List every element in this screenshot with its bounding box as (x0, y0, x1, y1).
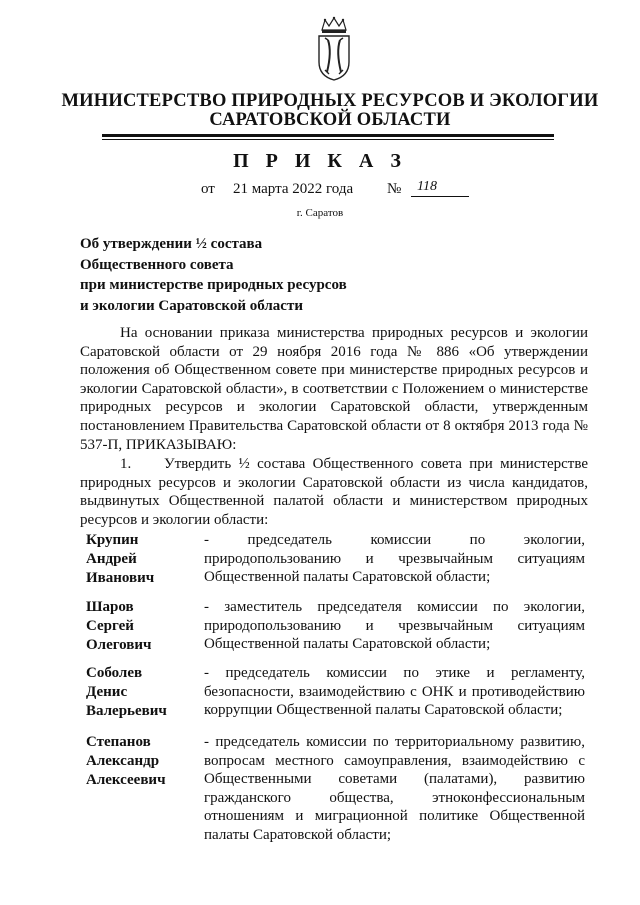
member-surname: Крупин (86, 532, 139, 548)
member-surname: Шаров (86, 599, 134, 615)
item-1-paragraph (80, 455, 588, 529)
member-surname: Соболев (86, 665, 143, 681)
ministry-name-line-1: МИНИСТЕРСТВО ПРИРОДНЫХ РЕСУРСОВ И ЭКОЛОГИИ (61, 91, 599, 111)
member-surname: Степанов (86, 734, 151, 750)
ministry-name-line-2: САРАТОВСКОЙ ОБЛАСТИ (209, 110, 451, 130)
subject-line: и экологии Саратовской области (80, 297, 303, 314)
city: г. Саратов (296, 207, 344, 219)
member-patronymic: Алексеевич (86, 772, 166, 788)
subject-line: Общественного совета (80, 256, 234, 273)
item-number: 1. (120, 456, 132, 472)
header-rule-thin (102, 139, 554, 140)
order-number-label: № (387, 181, 402, 197)
member-role: - председатель комиссии по экологии, природопользованию и чрезвычайным ситуациям Общественной палаты Саратовской области; (204, 532, 585, 585)
subject-line: Об утверждении ½ состава (80, 236, 263, 252)
member-role: - председатель комиссии по территориальному развитию, вопросам местного самоуправления, взаимодействию с Общественными советами (палатами), развитию гражданского общества, этноконфессиональным отношениям и миграционной политике Общественной палаты Саратовской области; (204, 734, 585, 843)
member-name (86, 733, 196, 790)
preamble-paragraph: На основании приказа министерства природных ресурсов и экологии Саратовской области от 29 ноября 2016 года № 886 «Об утверждении положения об Общественном совете при министерстве природных ресурсов и экологии Саратовской области», в соответствии с Положением о министерстве природных ресурсов и экологии Саратовской области, утвержденным постановлением Правительства Саратовской области от 8 октября 2013 года № 537-П, ПРИКАЗЫВАЮ: (80, 325, 588, 453)
member-first-name: Сергей (86, 618, 134, 634)
order-number: 118 (411, 179, 469, 197)
subject-line: при министерстве природных ресурсов (80, 277, 347, 293)
member-patronymic: Олегович (86, 637, 152, 653)
member-patronymic: Иванович (86, 570, 155, 586)
header-rule-thick (102, 134, 554, 137)
member-patronymic: Валерьевич (86, 703, 167, 719)
member-name (86, 664, 196, 721)
member-first-name: Андрей (86, 551, 137, 567)
member-first-name: Денис (86, 684, 128, 700)
member-role: - председатель комиссии по этике и регламенту, безопасности, взаимодействию с ОНК и противодействию коррупции Общественной палаты Саратовской области; (204, 665, 585, 718)
member-first-name: Александр (86, 753, 160, 769)
member-name (86, 598, 196, 655)
member-role: - заместитель председателя комиссии по экологии, природопользованию и чрезвычайным ситуациям Общественной палаты Саратовской области; (204, 599, 585, 652)
date-from-label: от (201, 181, 215, 197)
document-type: П Р И К А З (233, 150, 407, 172)
member-name (86, 531, 196, 588)
order-date: 21 марта 2022 года (233, 181, 354, 197)
item-1-text: Утвердить ½ состава Общественного совета при министерстве природных ресурсов и экологии Саратовской области из числа кандидатов, выдвинутых Общественной палатой области и министерством природных ресурсов и экологии области: (80, 456, 588, 528)
saratov-coat-of-arms-icon (314, 16, 354, 82)
order-subject (80, 234, 480, 316)
